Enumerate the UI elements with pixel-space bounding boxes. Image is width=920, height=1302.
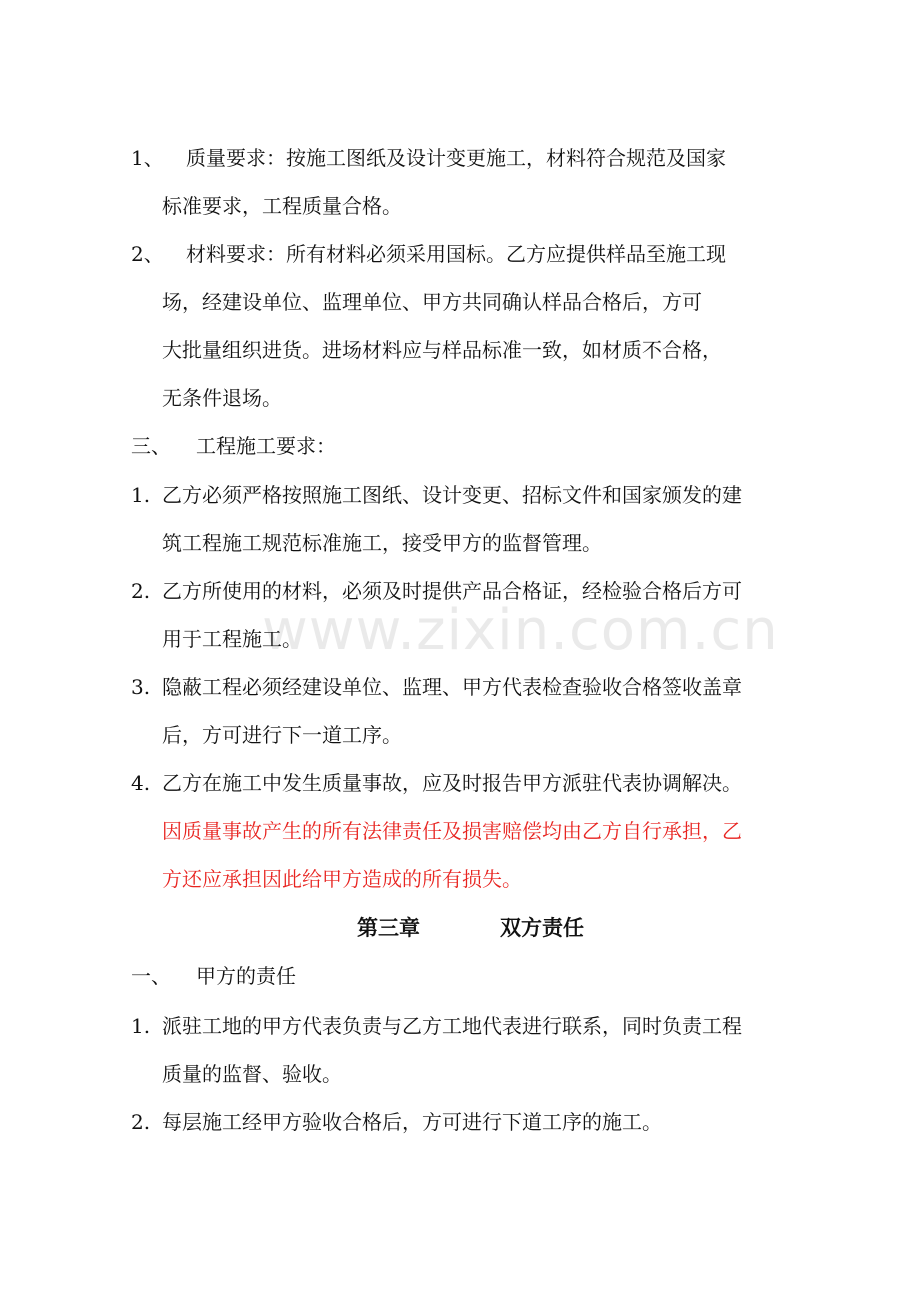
item-number: 2、 xyxy=(131,242,164,266)
item-line: 场，经建设单位、监理单位、甲方共同确认样品合格后，方可 xyxy=(162,290,702,314)
section-title: 甲方的责任 xyxy=(196,964,296,988)
item-number: 1. xyxy=(131,1014,151,1038)
item-line: 质量要求：按施工图纸及设计变更施工，材料符合规范及国家 xyxy=(186,146,726,170)
item-line: 大批量组织进货。进场材料应与样品标准一致，如材质不合格， xyxy=(162,338,722,362)
item-number: 1、 xyxy=(131,146,164,170)
item-line: 每层施工经甲方验收合格后，方可进行下道工序的施工。 xyxy=(162,1110,662,1134)
section-number: 一、 xyxy=(131,964,171,988)
item-line: 乙方所使用的材料，必须及时提供产品合格证，经检验合格后方可 xyxy=(162,579,742,603)
item-line: 用于工程施工。 xyxy=(162,627,302,651)
item-line: 后，方可进行下一道工序。 xyxy=(162,723,402,747)
item-line: 隐蔽工程必须经建设单位、监理、甲方代表检查验收合格签收盖章 xyxy=(162,675,742,699)
watermark: www.zixin.com.cn xyxy=(262,598,779,663)
highlighted-line: 方还应承担因此给甲方造成的所有损失。 xyxy=(162,867,522,891)
section-number: 三、 xyxy=(131,434,171,458)
item-number: 3. xyxy=(131,675,151,699)
item-line: 材料要求：所有材料必须采用国标。乙方应提供样品至施工现 xyxy=(186,242,726,266)
item-line: 乙方在施工中发生质量事故，应及时报告甲方派驻代表协调解决。 xyxy=(162,771,742,795)
chapter-title: 双方责任 xyxy=(500,915,584,940)
item-number: 2. xyxy=(131,579,151,603)
item-line: 乙方必须严格按照施工图纸、设计变更、招标文件和国家颁发的建 xyxy=(162,483,742,507)
item-number: 2. xyxy=(131,1110,151,1134)
item-line: 筑工程施工规范标准施工，接受甲方的监督管理。 xyxy=(162,531,602,555)
item-line: 无条件退场。 xyxy=(162,386,282,410)
item-line: 标准要求，工程质量合格。 xyxy=(162,194,402,218)
item-line: 质量的监督、验收。 xyxy=(162,1062,342,1086)
chapter-number: 第三章 xyxy=(357,915,420,940)
section-title: 工程施工要求： xyxy=(196,434,336,458)
item-number: 1. xyxy=(131,483,151,507)
item-number: 4. xyxy=(131,771,151,795)
highlighted-line: 因质量事故产生的所有法律责任及损害赔偿均由乙方自行承担，乙 xyxy=(162,819,742,843)
item-line: 派驻工地的甲方代表负责与乙方工地代表进行联系，同时负责工程 xyxy=(162,1014,742,1038)
